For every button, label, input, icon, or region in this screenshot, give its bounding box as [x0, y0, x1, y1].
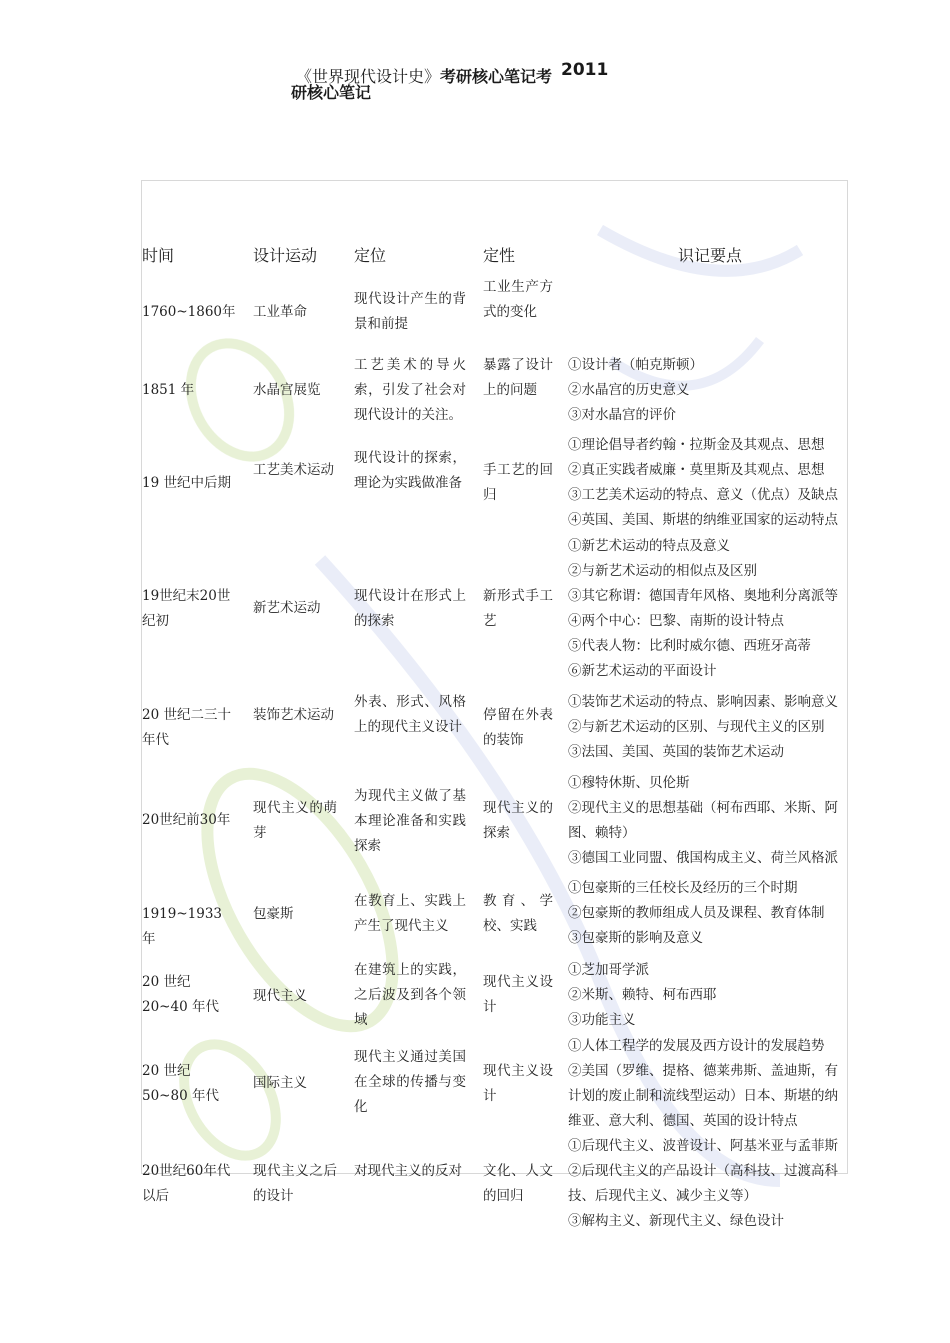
point-item: ①新艺术运动的特点及意义 — [568, 538, 730, 554]
point-item: ①设计者（帕克斯顿） — [568, 357, 703, 373]
point-item: ①装饰艺术运动的特点、影响因素、影响意义 — [568, 694, 838, 710]
point-item: ③解构主义、新现代主义、绿色设计 — [568, 1213, 784, 1229]
point-item: ①包豪斯的三任校长及经历的三个时期 — [568, 880, 798, 896]
row-nature: 暴露了设计上的问题 — [483, 357, 553, 398]
point-item: ②与新艺术运动的相似点及区别 — [568, 563, 757, 579]
header-time: 时间 — [142, 246, 175, 265]
row-nature: 现代主义的探索 — [483, 800, 553, 841]
row-position: 外表、形式、风格上的现代主义设计 — [354, 694, 466, 735]
row-nature: 现代主义设计 — [483, 1063, 553, 1104]
row-position: 现代设计产生的背景和前提 — [354, 291, 466, 332]
point-item: ①芝加哥学派 — [568, 962, 649, 978]
row-nature: 手工艺的回归 — [483, 462, 553, 503]
point-item: 维亚、意大利、德国、英国的设计特点 — [568, 1113, 798, 1129]
row-movement: 包豪斯 — [253, 906, 294, 922]
row-movement: 现代主义的萌芽 — [253, 800, 337, 841]
row-time: 1760~1860年 — [142, 304, 236, 320]
point-item: ①穆特休斯、贝伦斯 — [568, 775, 690, 791]
row-movement: 工业革命 — [253, 304, 307, 320]
point-item: 技、后现代主义、减少主义等） — [568, 1188, 757, 1204]
row-time: 20世纪60年代以后 — [142, 1163, 231, 1204]
row-movement: 国际主义 — [253, 1075, 307, 1091]
point-item: 图、赖特） — [568, 825, 636, 841]
row-nature: 工业生产方式的变化 — [483, 279, 553, 320]
row-time: 20 世纪 50~80 年代 — [142, 1063, 219, 1104]
row-nature: 教育、学校、实践 — [483, 893, 553, 934]
row-points — [568, 958, 868, 1033]
row-movement: 装饰艺术运动 — [253, 707, 334, 723]
title-part2: 考研核心笔记考 — [440, 67, 553, 86]
row-movement: 现代主义之后的设计 — [253, 1163, 337, 1204]
header-movement: 设计运动 — [253, 246, 318, 265]
row-position: 为现代主义做了基本理论准备和实践探索 — [354, 788, 466, 854]
row-position: 在建筑上的实践，之后波及到各个领域 — [354, 962, 466, 1028]
row-time: 19世纪末20世纪初 — [142, 588, 231, 629]
row-nature: 现代主义设计 — [483, 974, 553, 1015]
header-position: 定位 — [354, 246, 387, 265]
row-points — [568, 690, 868, 765]
point-item: ②真正实践者威廉・莫里斯及其观点、思想 — [568, 462, 825, 478]
header-points: 识记要点 — [678, 246, 743, 265]
point-item: ②米斯、赖特、柯布西耶 — [568, 987, 717, 1003]
row-time: 20 世纪二三十年代 — [142, 707, 231, 748]
row-movement: 现代主义 — [253, 988, 307, 1004]
row-position: 在教育上、实践上产生了现代主义 — [354, 893, 466, 934]
point-item: ③工艺美术运动的特点、意义（优点）及缺点 — [568, 487, 838, 503]
row-points — [568, 353, 868, 428]
point-item: ③法国、美国、英国的装饰艺术运动 — [568, 744, 784, 760]
point-item: ②与新艺术运动的区别、与现代主义的区别 — [568, 719, 825, 735]
point-item: 计划的废止制和流线型运动）日本、斯堪的纳 — [568, 1088, 838, 1104]
point-item: ⑥新艺术运动的平面设计 — [568, 663, 717, 679]
row-position: 现代主义通过美国在全球的传播与变化 — [354, 1049, 466, 1115]
row-points — [568, 433, 868, 533]
row-time: 19 世纪中后期 — [142, 475, 231, 491]
row-time: 1919~1933 年 — [142, 906, 223, 947]
row-movement: 工艺美术运动 — [253, 462, 334, 478]
row-points — [568, 771, 868, 871]
title-line2: 研核心笔记 — [291, 83, 372, 102]
row-points — [568, 1134, 868, 1234]
row-points — [568, 1034, 868, 1134]
row-position: 现代设计在形式上的探索 — [354, 588, 466, 629]
row-movement: 水晶宫展览 — [253, 382, 321, 398]
point-item: ②水晶宫的历史意义 — [568, 382, 690, 398]
point-item: ②后现代主义的产品设计（高科技、过渡高科 — [568, 1163, 838, 1179]
row-nature: 停留在外表的装饰 — [483, 707, 553, 748]
point-item: ⑤代表人物：比利时威尔德、西班牙高蒂 — [568, 638, 811, 654]
point-item: ①人体工程学的发展及西方设计的发展趋势 — [568, 1038, 825, 1054]
point-item: ②包豪斯的教师组成人员及课程、教育体制 — [568, 905, 825, 921]
row-nature: 新形式手工艺 — [483, 588, 553, 629]
row-time: 20世纪前30年 — [142, 812, 231, 828]
point-item: ④英国、美国、斯堪的纳维亚国家的运动特点 — [568, 512, 838, 528]
row-points — [568, 876, 868, 951]
row-position: 现代设计的探索，理论为实践做准备 — [354, 450, 466, 491]
point-item: ①理论倡导者约翰・拉斯金及其观点、思想 — [568, 437, 825, 453]
row-movement: 新艺术运动 — [253, 600, 321, 616]
title-year: 2011 — [561, 60, 609, 80]
title-part1: 《世界现代设计史》 — [296, 67, 441, 86]
point-item: ③包豪斯的影响及意义 — [568, 930, 703, 946]
point-item: ③其它称谓：德国青年风格、奥地利分离派等 — [568, 588, 838, 604]
point-item: ②美国（罗维、提格、德莱弗斯、盖迪斯，有 — [568, 1063, 838, 1079]
point-item: ②现代主义的思想基础（柯布西耶、米斯、阿 — [568, 800, 838, 816]
row-time: 20 世纪 20~40 年代 — [142, 974, 219, 1015]
point-item: ③功能主义 — [568, 1012, 636, 1028]
header-nature: 定性 — [483, 246, 516, 265]
point-item: ①后现代主义、波普设计、阿基米亚与孟菲斯 — [568, 1138, 838, 1154]
point-item: ③对水晶宫的评价 — [568, 407, 676, 423]
row-nature: 文化、人文的回归 — [483, 1163, 553, 1204]
row-time: 1851 年 — [142, 382, 195, 398]
point-item: ④两个中心：巴黎、南斯的设计特点 — [568, 613, 784, 629]
row-points — [568, 534, 868, 684]
row-position: 对现代主义的反对 — [354, 1163, 462, 1179]
row-position: 工艺美术的导火索，引发了社会对现代设计的关注。 — [354, 357, 466, 423]
point-item: ③德国工业同盟、俄国构成主义、荷兰风格派 — [568, 850, 838, 866]
